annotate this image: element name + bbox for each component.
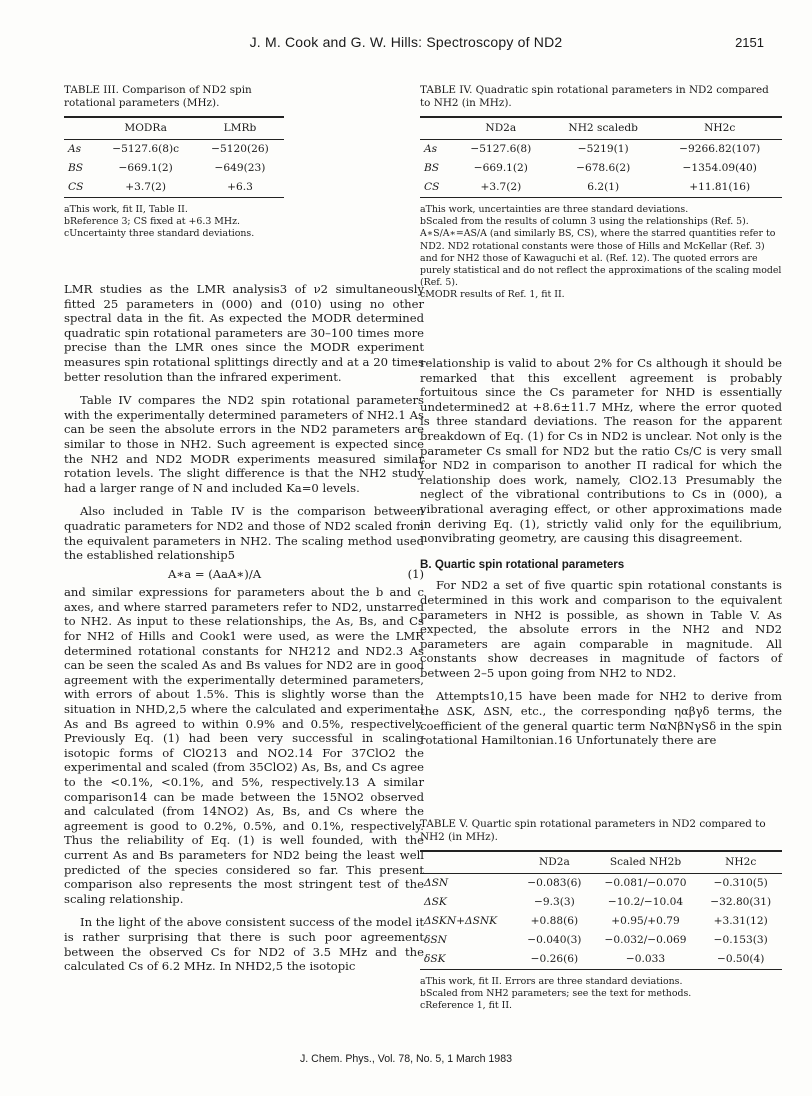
table-cell: −9266.82(107) bbox=[679, 143, 761, 156]
table-4 bbox=[420, 84, 782, 302]
table-header-cell: NH2 scaledb bbox=[568, 122, 638, 135]
table-footnote: cUncertainty three standard deviations. bbox=[64, 228, 255, 240]
table-header-cell bbox=[420, 851, 517, 874]
table-cell: −5127.6(8)c bbox=[112, 143, 180, 156]
table-header-cell: Scaled NH2b bbox=[609, 856, 682, 869]
table-header-row bbox=[420, 117, 782, 140]
right-column-text bbox=[420, 356, 782, 748]
table-row bbox=[420, 140, 782, 160]
equation-1 bbox=[64, 567, 424, 582]
table-3-caption: TABLE III. Comparison of ND2 spin rotational parameters (MHz). bbox=[64, 84, 252, 109]
journal-citation: J. Chem. Phys., Vol. 78, No. 5, 1 March 1983 bbox=[300, 1053, 512, 1065]
table-row bbox=[64, 159, 284, 178]
table-cell: +0.88(6) bbox=[530, 915, 579, 928]
paragraph: Also included in Table IV is the comparison between quadratic parameters for ND2 and those of ND2 scaled from the equivalent parameters in NH2. The scaling method used the established relationship5 bbox=[64, 504, 424, 563]
table-cell: As bbox=[424, 143, 438, 156]
table-cell: +3.31(12) bbox=[713, 915, 768, 928]
table-cell: −5219(1) bbox=[577, 143, 629, 156]
table-footnote: aThis work, fit II, Table II. bbox=[64, 204, 188, 215]
table-5 bbox=[420, 818, 782, 1013]
table-cell: −0.081/−0.070 bbox=[604, 877, 687, 890]
table-cell: −0.310(5) bbox=[713, 877, 768, 890]
table-3 bbox=[64, 84, 284, 241]
section-heading: B. Quartic spin rotational parameters bbox=[420, 557, 625, 571]
paragraph: For ND2 a set of five quartic spin rotational constants is determined in this work and comparison to the equivalent parameters in NH2 is possible, as shown in Table V. As expected, the absolute errors in the NH2 and ND2 parameters are again comparable in magnitude. All constants show decreases in magnitude of factors of between 2–5 upon going from NH2 to ND2. bbox=[420, 578, 782, 680]
table-row bbox=[420, 178, 782, 198]
table-row bbox=[420, 893, 782, 912]
table-cell: −5127.6(8) bbox=[470, 143, 532, 156]
table-row bbox=[64, 140, 284, 160]
table-row bbox=[420, 874, 782, 894]
table-header-cell: ND2a bbox=[485, 122, 517, 135]
table-cell: ΔSN bbox=[424, 877, 449, 890]
paragraph: and similar expressions for parameters about the b and c axes, and where starred parameters refer to ND2, unstarred to NH2. As input to these relationships, the As, Bs, and Cs for NH2 of Hills and Cook1 were used, as were the LMR determined rotational constants for NH212 and ND2.3 As can be seen the scaled As and Bs values for ND2 are in good agreement with the experimentally determined parameters, with errors of about 1.5%. This is slightly worse than the situation in NHD,2,5 where the calculated and experimental As and Bs agreed to within 0.9% and 0.5%, respectively. Previously Eq. (1) had been very successful in scaling isotopic forms of ClO213 and NO2.14 For 37ClO2 the experimental and scaled (from 35ClO2) As, Bs, and Cs agree to the <0.1%, <0.1%, and 5%, respectively.13 A similar comparison14 can be made between the 15NO2 observed and calculated (from 14NO2) As, Bs, and Cs where the agreement is good to 0.2%, 0.5%, and 0.1%, respectively. Thus the reliability of Eq. (1) is well founded, with the current As and Bs parameters for ND2 being the least well predicted of the species considered so far. This present comparison also represents the most stringent test of the scaling relationship. bbox=[64, 585, 424, 906]
table-cell: −0.040(3) bbox=[527, 934, 582, 947]
table-header-cell: ND2a bbox=[538, 856, 570, 869]
table-footnote: bReference 3; CS fixed at +6.3 MHz. bbox=[64, 216, 240, 228]
table-cell: δSN bbox=[424, 934, 447, 947]
table-row bbox=[420, 931, 782, 950]
equation-number: (1) bbox=[407, 566, 424, 581]
table-cell: −669.1(2) bbox=[473, 162, 528, 175]
table-header-cell: LMRb bbox=[223, 122, 257, 135]
table-cell: −0.153(3) bbox=[713, 934, 768, 947]
paragraph: Table IV compares the ND2 spin rotational parameters with the experimentally determined parameters of NH2.1 As can be seen the absolute errors in the ND2 parameters are similar to those in NH2. Such agreement is expected since the NH2 and ND2 MODR experiments measured similar rotation levels. The slight difference is that the NH2 study had a larger range of N and included Ka=0 levels. bbox=[64, 393, 424, 495]
paragraph: LMR studies as the LMR analysis3 of ν2 simultaneously fitted 25 parameters in (000) and (010) using no other spectral data in the fit. As expected the MODR determined quadratic spin rotational parameters are 30–100 times more precise than the LMR ones since the MODR experiment measures spin rotational splittings directly and at a 20 times better resolution than the infrared experiment. bbox=[64, 282, 424, 384]
table-5-caption: TABLE V. Quartic spin rotational parameters in ND2 compared to NH2 (in MHz). bbox=[420, 818, 766, 843]
table-row bbox=[420, 950, 782, 970]
table-cell: −10.2/−10.04 bbox=[607, 896, 684, 909]
table-row bbox=[64, 178, 284, 198]
table-row bbox=[420, 912, 782, 931]
paragraph: relationship is valid to about 2% for Cs although it should be remarked that this excellent agreement is probably fortuitous since the Cs parameter for NHD is essentially undetermined2 at +8.6±11.7 MHz, where the error quoted is three standard deviations. The reason for the apparent breakdown of Eq. (1) for Cs in ND2 is unclear. Not only is the parameter Cs small for ND2 but the ratio Cs/C is very small for ND2 in comparison to another Π radical for which the relationship does work, namely, ClO2.13 Presumably the neglect of the vibrational contributions to Cs in (000), a vibrational averaging effect, or other approximations made in deriving Eq. (1), strictly valid only for the equilibrium, nonvibrating geometry, are causing this disagreement. bbox=[420, 356, 783, 546]
paragraph: Attempts10,15 have been made for NH2 to derive from the ΔSK, ΔSN, etc., the corresponding ηαβγδ terms, the coefficient of the general quartic term NαNβNγSδ in the spin rotational Hamiltonian.16 Unfortunately there are bbox=[420, 689, 782, 748]
table-cell: CS bbox=[68, 181, 84, 194]
table-cell: −669.1(2) bbox=[118, 162, 173, 175]
table-cell: +3.7(2) bbox=[480, 181, 522, 194]
table-cell: +0.95/+0.79 bbox=[611, 915, 680, 928]
table-footnote: aThis work, fit II. Errors are three standard deviations. bbox=[420, 976, 683, 987]
table-cell: −0.26(6) bbox=[530, 953, 579, 966]
page-header bbox=[0, 34, 812, 54]
table-footnote: bScaled from NH2 parameters; see the text for methods. bbox=[420, 988, 692, 1000]
paragraph: In the light of the above consistent success of the model it is rather surprising that there is such poor agreement between the observed Cs for ND2 of 3.5 MHz and the calculated Cs of 6.2 MHz. In NHD2,5 the isotopic bbox=[64, 915, 424, 974]
table-header-row bbox=[420, 851, 782, 874]
table-cell: −0.50(4) bbox=[716, 953, 765, 966]
table-cell: ΔSK bbox=[424, 896, 447, 909]
table-footnote: cReference 1, fit II. bbox=[420, 1000, 513, 1012]
table-header-cell: NH2c bbox=[725, 856, 757, 869]
table-header-cell: MODRa bbox=[124, 122, 167, 135]
table-4-grid bbox=[420, 116, 782, 198]
table-cell: −0.033 bbox=[625, 953, 666, 966]
table-cell: −0.083(6) bbox=[527, 877, 582, 890]
running-title: J. M. Cook and G. W. Hills: Spectroscopy of ND2 bbox=[249, 34, 563, 50]
table-cell: As bbox=[68, 143, 82, 156]
table-cell: −32.80(31) bbox=[710, 896, 772, 909]
table-header-cell bbox=[420, 117, 453, 140]
table-cell: −649(23) bbox=[214, 162, 266, 175]
table-header-cell bbox=[64, 117, 95, 140]
table-footnote: bScaled from the results of column 3 using the relationships (Ref. 5). A∗S/A∗=AS/A (and similarly BS, CS), where the starred quantities refer to ND2. ND2 rotational constants were those of Hills and McKellar (Ref. 3) and for NH2 those of Kawaguchi et al. (Ref. 12). The quoted errors are purely statistical and do not reflect the approximations of the scaling model (Ref. 5). bbox=[420, 216, 782, 289]
table-footnote: cMODR results of Ref. 1, fit II. bbox=[420, 289, 565, 301]
table-cell: BS bbox=[424, 162, 440, 175]
table-cell: −0.032/−0.069 bbox=[604, 934, 687, 947]
table-cell: +11.81(16) bbox=[689, 181, 751, 194]
table-header-row bbox=[64, 117, 284, 140]
table-cell: −9.3(3) bbox=[533, 896, 575, 909]
table-footnote: aThis work, uncertainties are three standard deviations. bbox=[420, 204, 689, 215]
left-column-text bbox=[64, 282, 424, 974]
table-5-grid bbox=[420, 850, 782, 970]
table-cell: +3.7(2) bbox=[125, 181, 167, 194]
table-cell: −678.6(2) bbox=[576, 162, 631, 175]
page-number: 2151 bbox=[735, 35, 764, 50]
table-row bbox=[420, 159, 782, 178]
table-cell: CS bbox=[424, 181, 440, 194]
table-cell: BS bbox=[68, 162, 84, 175]
table-cell: ΔSKN+ΔSNK bbox=[424, 915, 498, 928]
table-cell: δSK bbox=[424, 953, 446, 966]
table-cell: −5120(26) bbox=[211, 143, 269, 156]
left-column bbox=[64, 84, 424, 241]
table-4-caption: TABLE IV. Quadratic spin rotational parameters in ND2 compared to NH2 (in MHz). bbox=[420, 84, 769, 109]
table-cell: −1354.09(40) bbox=[682, 162, 757, 175]
table-header-cell: NH2c bbox=[704, 122, 736, 135]
table-cell: 6.2(1) bbox=[587, 181, 620, 194]
equation-text: A∗a = (AaA∗)/A bbox=[168, 566, 262, 581]
table-cell: +6.3 bbox=[227, 181, 253, 194]
table-3-grid bbox=[64, 116, 284, 198]
